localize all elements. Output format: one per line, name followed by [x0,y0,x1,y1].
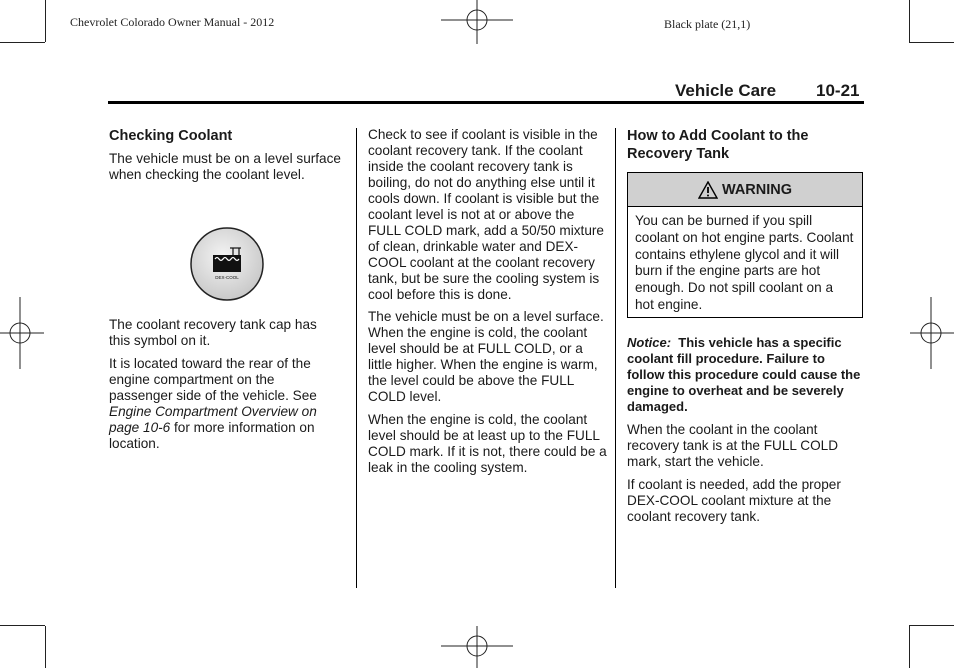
text: It is located toward the rear of the engine compartment on the passenger side of the vehicle. See [109,356,317,403]
heading-add-coolant: How to Add Coolant to the Recovery Tank [627,128,809,162]
crop-mark [909,626,910,668]
coolant-cap-symbol [189,226,265,302]
header-rule [108,101,864,104]
warning-title: WARNING [721,181,793,198]
column-2 [368,127,608,476]
paragraph [109,356,341,452]
crop-mark [0,625,45,626]
registration-mark-top [441,0,513,44]
column-divider [615,128,616,588]
warning-header [628,173,862,207]
warning-box [627,172,863,318]
registration-mark-right [910,297,954,369]
warning-triangle-icon [698,181,718,199]
symbol-label: DEX-COOL [215,275,239,280]
manual-title: Chevrolet Colorado Owner Manual - 2012 [70,15,275,29]
column-1 [109,127,341,183]
column-divider [356,128,357,588]
crop-mark [909,0,910,42]
column-3-lower [627,335,863,525]
registration-mark-bottom [441,626,513,668]
heading-checking-coolant: Checking Coolant [109,128,233,144]
section-title: Vehicle Care [675,81,777,100]
notice-label: Notice: [627,335,672,350]
paragraph: When the coolant in the coolant recovery tank is at the FULL COLD mark, start the vehicle. [627,422,839,469]
paragraph: The vehicle must be on a level surface when checking the coolant level. [109,151,341,182]
crop-mark [909,42,954,43]
notice-text: This vehicle has a specific coolant fill procedure. Failure to follow this procedure could cause the engine to overheat and be severely damaged. [627,335,861,414]
column-3-heading [627,127,863,169]
warning-text: You can be burned if you spill coolant on hot engine parts. Coolant contains ethylene glycol and it will burn if the engine parts are hot enough. Do not spill coolant on a hot engine. [635,213,854,312]
text: for more information on location. [109,420,315,451]
page-number: 10-21 [816,81,860,100]
paragraph: When the engine is cold, the coolant level should be at least up to the FULL COLD mark. If it is not, there could be a leak in the cooling system. [368,412,607,475]
paragraph: The vehicle must be on a level surface. When the engine is cold, the coolant level should be at FULL COLD, or a little higher. When the engine is warm, the level could be above the FULL COLD level. [368,309,604,404]
plate-label: Black plate (21,1) [664,17,751,31]
crop-mark [45,0,46,42]
notice [627,335,863,415]
column-1-lower [109,317,341,452]
cross-reference-link[interactable]: Engine Compartment Overview on page 10-6 [109,404,317,435]
paragraph: The coolant recovery tank cap has this symbol on it. [109,317,317,348]
dex-cool-symbol-icon [189,226,265,302]
paragraph: If coolant is needed, add the proper DEX-COOL coolant mixture at the coolant recovery tank. [627,477,841,524]
registration-mark-left [0,297,44,369]
paragraph: Check to see if coolant is visible in the coolant recovery tank. If the coolant inside the coolant recovery tank is boiling, do not do anything else until it cools down. If coolant is visible but the coolant level is not at or above the FULL COLD mark, add a 50/50 mixture of clean, drinkable water and DEX-COOL coolant at the coolant recovery tank, but be sure the cooling system is cool before this is done. [368,127,604,302]
crop-mark [45,626,46,668]
crop-mark [0,42,45,43]
crop-mark [909,625,954,626]
